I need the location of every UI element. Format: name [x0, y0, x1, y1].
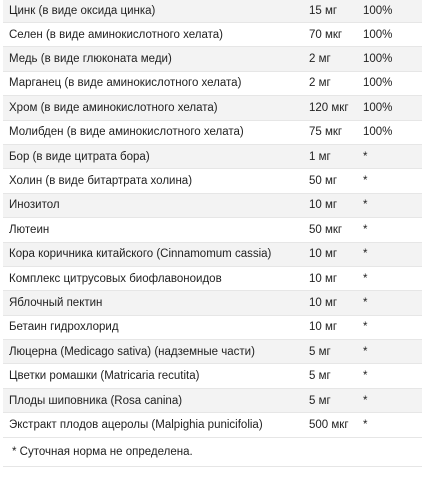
ingredient-name: Инозитол [9, 199, 60, 212]
ingredient-name: Цветки ромашки (Matricaria recutita) [9, 370, 200, 383]
ingredient-daily-value: 100% [363, 77, 393, 90]
ingredient-name: Медь (в виде глюконата меди) [9, 53, 172, 66]
table-row [3, 169, 422, 193]
table-row [3, 0, 422, 23]
ingredient-amount: 5 мг [309, 345, 331, 358]
ingredient-daily-value: 100% [363, 28, 393, 41]
ingredient-amount: 2 мг [309, 53, 331, 66]
ingredient-daily-value: * [363, 370, 368, 383]
ingredient-amount: 15 мг [309, 5, 338, 17]
ingredient-daily-value: 100% [363, 5, 393, 17]
ingredient-daily-value: 100% [363, 126, 393, 139]
ingredient-name: Хром (в виде аминокислотного хелата) [9, 101, 218, 114]
ingredient-amount: 1 мг [309, 150, 331, 163]
table-row [3, 194, 422, 218]
ingredient-amount: 10 мг [309, 248, 338, 261]
table-row [3, 267, 422, 291]
ingredient-daily-value: * [363, 394, 368, 407]
table-row [3, 145, 422, 169]
table-row [3, 72, 422, 96]
ingredient-name: Кора коричника китайского (Cinnamomum cassia) [9, 248, 272, 261]
table-row [3, 291, 422, 315]
ingredient-name: Комплекс цитрусовых биофлавоноидов [9, 272, 222, 285]
ingredient-name: Молибден (в виде аминокислотного хелата) [9, 126, 244, 139]
ingredient-name: Люцерна (Medicago sativa) (надземные части) [9, 345, 255, 358]
footnote: * Суточная норма не определена. [3, 438, 422, 467]
table-row [3, 47, 422, 71]
ingredient-name: Плоды шиповника (Rosa canina) [9, 394, 183, 407]
ingredient-daily-value: * [363, 248, 368, 261]
table-row [3, 23, 422, 47]
ingredient-amount: 75 мкг [309, 126, 343, 139]
ingredient-name: Бетаин гидрохлорид [9, 321, 119, 334]
ingredient-name: Марганец (в виде аминокислотного хелата) [9, 77, 242, 90]
ingredient-amount: 70 мкг [309, 28, 343, 41]
ingredient-daily-value: * [363, 150, 368, 163]
table-row [3, 364, 422, 388]
ingredient-name: Лютеин [9, 223, 50, 236]
ingredient-daily-value: * [363, 272, 368, 285]
ingredient-amount: 10 мг [309, 199, 338, 212]
ingredient-name: Цинк (в виде оксида цинка) [9, 5, 156, 17]
ingredient-daily-value: 100% [363, 101, 393, 114]
table-row [3, 340, 422, 364]
ingredient-amount: 10 мг [309, 272, 338, 285]
table-row [3, 96, 422, 120]
ingredient-name: Экстракт плодов ацеролы (Malpighia punicifolia) [9, 418, 263, 431]
ingredient-name: Холин (в виде битартрата холина) [9, 175, 193, 188]
ingredient-amount: 120 мкг [309, 101, 349, 114]
table-row [3, 389, 422, 413]
table-row [3, 413, 422, 437]
ingredient-daily-value: * [363, 223, 368, 236]
ingredient-name: Селен (в виде аминокислотного хелата) [9, 28, 223, 41]
table-row [3, 121, 422, 145]
ingredient-amount: 50 мг [309, 175, 338, 188]
supplement-facts-table [3, 0, 422, 467]
ingredient-amount: 50 мкг [309, 223, 343, 236]
table-row [3, 316, 422, 340]
ingredient-amount: 10 мг [309, 296, 338, 309]
table-row [3, 243, 422, 267]
ingredient-amount: 5 мг [309, 370, 331, 383]
table-row [3, 218, 422, 242]
ingredient-daily-value: * [363, 418, 368, 431]
ingredient-name: Бор (в виде цитрата бора) [9, 150, 150, 163]
ingredient-daily-value: * [363, 199, 368, 212]
ingredient-daily-value: * [363, 321, 368, 334]
ingredient-daily-value: * [363, 175, 368, 188]
ingredient-amount: 2 мг [309, 77, 331, 90]
ingredient-daily-value: 100% [363, 53, 393, 66]
ingredient-amount: 10 мг [309, 321, 338, 334]
ingredient-daily-value: * [363, 296, 368, 309]
ingredient-amount: 500 мкг [309, 418, 349, 431]
ingredient-daily-value: * [363, 345, 368, 358]
ingredient-amount: 5 мг [309, 394, 331, 407]
ingredient-name: Яблочный пектин [9, 296, 103, 309]
